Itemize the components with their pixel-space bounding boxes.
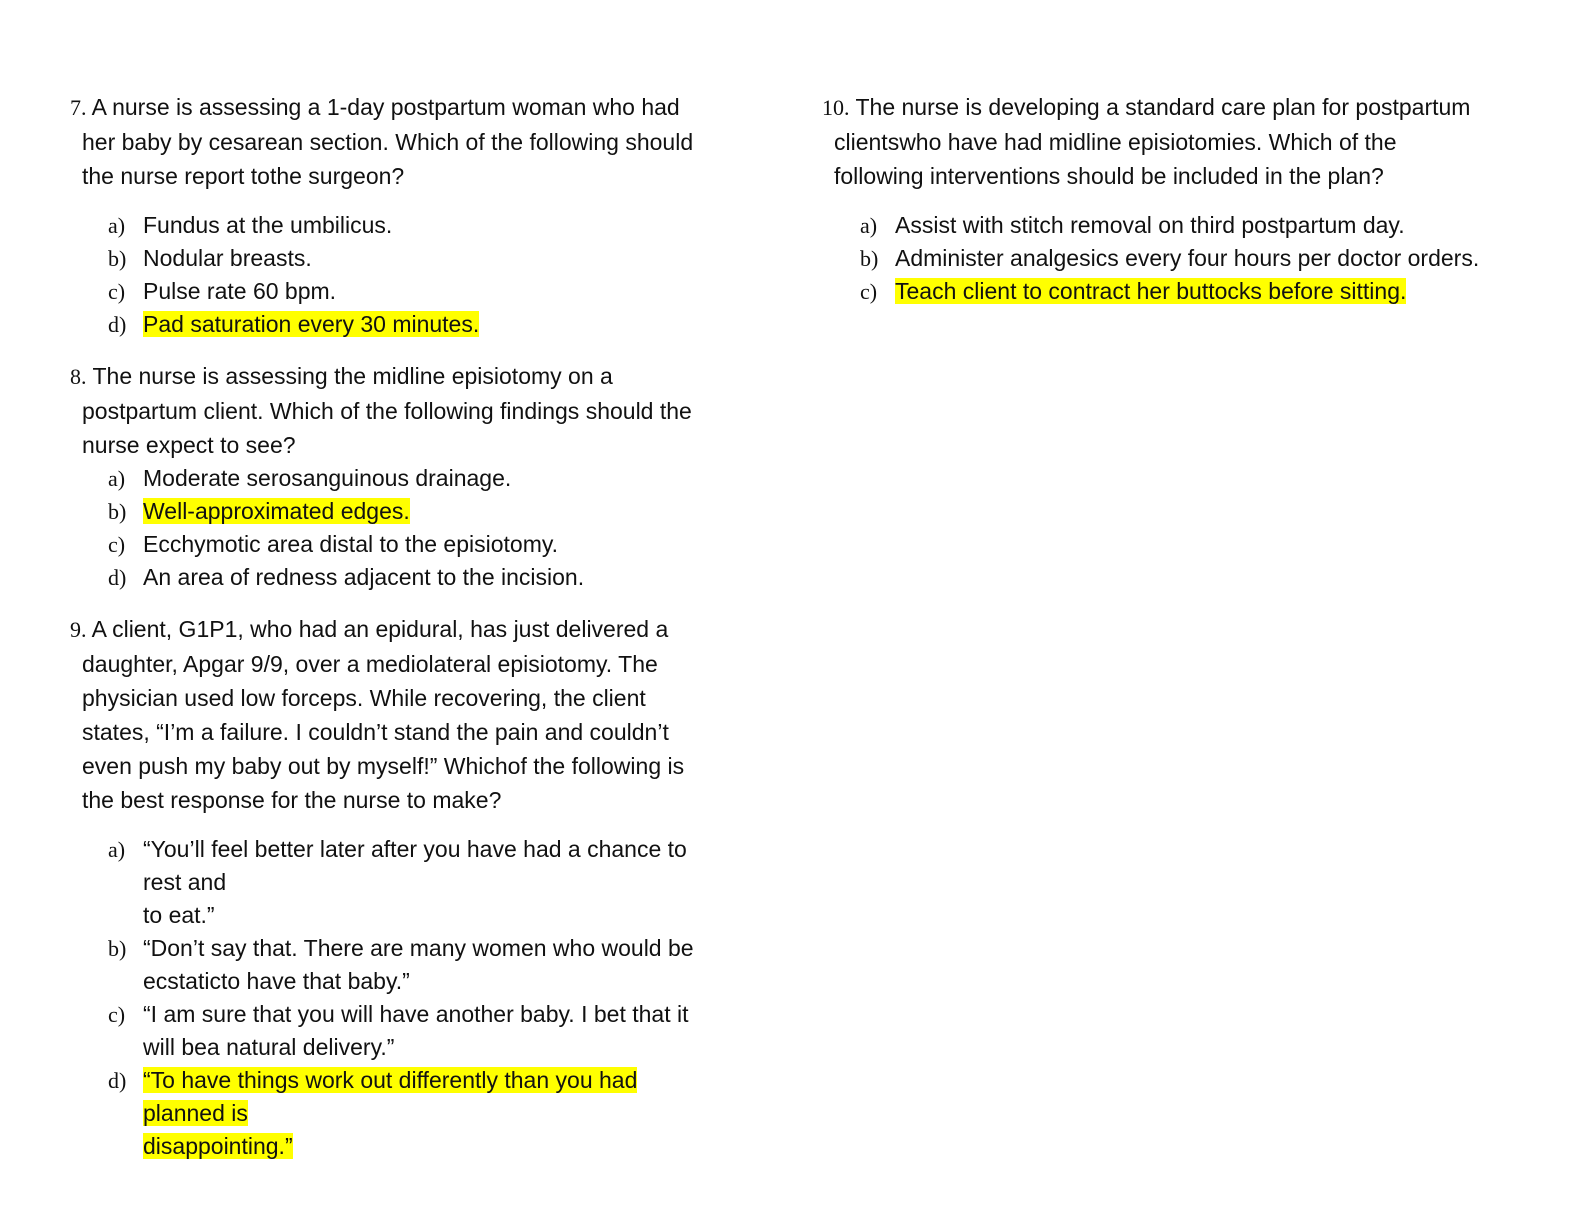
question-number: 9. bbox=[70, 617, 87, 642]
question-10 bbox=[822, 90, 1562, 308]
option-letter: d) bbox=[108, 312, 127, 337]
option-text-line bbox=[895, 209, 1562, 242]
answer-option bbox=[822, 242, 1562, 275]
question-stem bbox=[822, 90, 1562, 193]
question-number: 8. bbox=[70, 364, 87, 389]
answer-option bbox=[822, 209, 1562, 242]
option-text: Assist with stitch removal on third postpartum day. bbox=[895, 212, 1405, 238]
stem-line bbox=[70, 159, 760, 193]
option-text-line bbox=[143, 275, 760, 308]
option-text: An area of redness adjacent to the incision. bbox=[143, 564, 585, 590]
answer-option bbox=[70, 833, 760, 932]
answer-option bbox=[70, 932, 760, 998]
question-number: 10. bbox=[822, 95, 850, 120]
answer-option bbox=[70, 561, 760, 594]
option-text-line bbox=[143, 1064, 760, 1097]
stem-text: A client, G1P1, who had an epidural, has just delivered a bbox=[91, 616, 669, 642]
option-text: will bea natural delivery.” bbox=[143, 1034, 395, 1060]
stem-line bbox=[70, 394, 760, 428]
option-text: Administer analgesics every four hours per doctor orders. bbox=[895, 245, 1480, 271]
stem-text: daughter, Apgar 9/9, over a mediolateral episiotomy. The bbox=[82, 651, 658, 677]
stem-text: clientswho have had midline episiotomies. Which of the bbox=[834, 129, 1397, 155]
option-text: rest and bbox=[143, 869, 227, 895]
option-text: to eat.” bbox=[143, 902, 215, 928]
option-text-line bbox=[143, 308, 760, 341]
stem-text: physician used low forceps. While recovering, the client bbox=[82, 685, 646, 711]
highlighted-answer-text: Teach client to contract her buttocks before sitting. bbox=[895, 278, 1407, 304]
stem-line bbox=[70, 681, 760, 715]
option-text-line bbox=[143, 1097, 760, 1130]
stem-text: The nurse is developing a standard care plan for postpartum bbox=[855, 94, 1471, 120]
option-letter: b) bbox=[108, 499, 127, 524]
highlighted-answer-text: planned is bbox=[143, 1100, 248, 1126]
stem-text: the nurse report tothe surgeon? bbox=[82, 163, 405, 189]
option-text-line bbox=[143, 528, 760, 561]
answer-option bbox=[70, 528, 760, 561]
option-letter: c) bbox=[860, 279, 878, 304]
stem-text: the best response for the nurse to make? bbox=[82, 787, 502, 813]
answer-options bbox=[822, 209, 1562, 308]
stem-line bbox=[70, 783, 760, 817]
option-text: “I am sure that you will have another baby. I bet that it bbox=[143, 1001, 689, 1027]
option-letter: d) bbox=[108, 565, 127, 590]
option-text: “Don’t say that. There are many women who would be bbox=[143, 935, 694, 961]
stem-text: her baby by cesarean section. Which of the following should bbox=[82, 129, 694, 155]
highlighted-answer-text: “To have things work out differently than you had bbox=[143, 1067, 638, 1093]
option-text: Ecchymotic area distal to the episiotomy. bbox=[143, 531, 559, 557]
answer-option bbox=[70, 242, 760, 275]
answer-option bbox=[70, 998, 760, 1064]
answer-option-highlighted bbox=[70, 495, 760, 528]
option-letter: b) bbox=[108, 936, 127, 961]
question-stem bbox=[70, 90, 760, 193]
highlighted-answer-text: Pad saturation every 30 minutes. bbox=[143, 311, 480, 337]
question-number: 7. bbox=[70, 95, 87, 120]
option-letter: c) bbox=[108, 1002, 126, 1027]
option-letter: a) bbox=[108, 837, 126, 862]
stem-line bbox=[70, 715, 760, 749]
option-text: Fundus at the umbilicus. bbox=[143, 212, 393, 238]
stem-text: following interventions should be included in the plan? bbox=[834, 163, 1384, 189]
option-letter: a) bbox=[108, 213, 126, 238]
option-letter: b) bbox=[108, 246, 127, 271]
option-text-line bbox=[143, 462, 760, 495]
stem-line bbox=[70, 749, 760, 783]
option-letter: c) bbox=[108, 532, 126, 557]
option-letter: a) bbox=[108, 466, 126, 491]
left-column bbox=[70, 90, 760, 1163]
answer-option-highlighted bbox=[70, 308, 760, 341]
option-text-line bbox=[143, 209, 760, 242]
stem-text: postpartum client. Which of the following findings should the bbox=[82, 398, 692, 424]
question-8 bbox=[70, 359, 760, 612]
answer-options bbox=[70, 833, 760, 1163]
question-stem bbox=[70, 612, 760, 817]
option-text-line bbox=[143, 866, 760, 899]
option-text-line bbox=[143, 561, 760, 594]
highlighted-answer-text: Well-approximated edges. bbox=[143, 498, 410, 524]
answer-option-highlighted bbox=[822, 275, 1562, 308]
option-text-line bbox=[143, 1130, 760, 1163]
stem-line bbox=[70, 647, 760, 681]
option-letter: a) bbox=[860, 213, 878, 238]
option-text-line bbox=[143, 899, 760, 932]
stem-text: nurse expect to see? bbox=[82, 432, 296, 458]
answer-option bbox=[70, 275, 760, 308]
stem-line bbox=[70, 612, 760, 647]
stem-line bbox=[70, 90, 760, 125]
question-stem bbox=[70, 359, 760, 462]
option-text-line bbox=[143, 833, 760, 866]
question-9 bbox=[70, 612, 760, 1163]
stem-line bbox=[822, 125, 1562, 159]
stem-line bbox=[70, 125, 760, 159]
answer-option bbox=[70, 209, 760, 242]
option-letter: d) bbox=[108, 1068, 127, 1093]
question-7 bbox=[70, 90, 760, 359]
option-text-line bbox=[143, 932, 760, 965]
answer-options bbox=[70, 209, 760, 341]
option-text-line bbox=[895, 275, 1562, 308]
option-letter: b) bbox=[860, 246, 879, 271]
stem-line bbox=[822, 159, 1562, 193]
option-text-line bbox=[143, 1031, 760, 1064]
answer-option-highlighted bbox=[70, 1064, 760, 1163]
option-letter: c) bbox=[108, 279, 126, 304]
stem-line bbox=[70, 359, 760, 394]
stem-text: The nurse is assessing the midline episiotomy on a bbox=[92, 363, 613, 389]
option-text-line bbox=[143, 965, 760, 998]
stem-text: A nurse is assessing a 1-day postpartum woman who had bbox=[91, 94, 680, 120]
option-text-line bbox=[895, 242, 1562, 275]
stem-line bbox=[822, 90, 1562, 125]
option-text: Pulse rate 60 bpm. bbox=[143, 278, 337, 304]
answer-option bbox=[70, 462, 760, 495]
option-text: Nodular breasts. bbox=[143, 245, 312, 271]
right-column bbox=[822, 90, 1562, 308]
option-text: ecstaticto have that baby.” bbox=[143, 968, 410, 994]
option-text: Moderate serosanguinous drainage. bbox=[143, 465, 512, 491]
stem-line bbox=[70, 428, 760, 462]
stem-text: states, “I’m a failure. I couldn’t stand the pain and couldn’t bbox=[82, 719, 669, 745]
option-text-line bbox=[143, 998, 760, 1031]
option-text: “You’ll feel better later after you have had a chance to bbox=[143, 836, 687, 862]
option-text-line bbox=[143, 242, 760, 275]
option-text-line bbox=[143, 495, 760, 528]
highlighted-answer-text: disappointing.” bbox=[143, 1133, 293, 1159]
answer-options bbox=[70, 462, 760, 594]
stem-text: even push my baby out by myself!” Whichof the following is bbox=[82, 753, 685, 779]
